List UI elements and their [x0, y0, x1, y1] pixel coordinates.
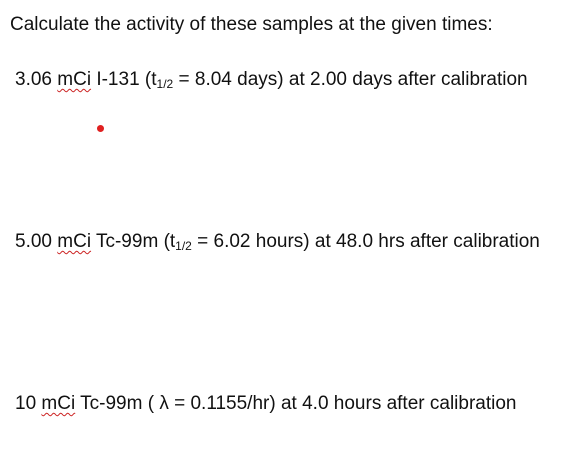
problem-2-half-life-open: (t	[163, 231, 176, 252]
problem-1-half-life	[145, 69, 284, 90]
problem-3-decay-constant: ( λ = 0.1155/hr)	[147, 393, 276, 414]
problem-2-half-life-subscript: 1/2	[175, 239, 192, 253]
problem-1	[15, 69, 528, 91]
problem-2-unit: mCi	[57, 231, 92, 252]
problem-1-time: at 2.00 days after calibration	[288, 69, 528, 90]
problem-1-half-life-subscript: 1/2	[156, 77, 174, 91]
problem-2	[15, 231, 540, 253]
problem-1-amount: 3.06	[15, 69, 52, 90]
problem-2-time: at 48.0 hrs after calibration	[314, 231, 540, 252]
problem-3	[15, 393, 517, 415]
problem-1-isotope: I-131	[96, 69, 140, 90]
problem-1-unit: mCi	[57, 69, 92, 90]
question-heading: Calculate the activity of these samples at the given times:	[10, 14, 493, 35]
problem-2-half-life-value: = 6.02 hours)	[191, 231, 310, 252]
problem-1-half-life-open: (t	[144, 69, 157, 90]
problem-3-unit: mCi	[41, 393, 76, 414]
problem-2-isotope: Tc-99m	[95, 231, 159, 252]
problem-2-half-life	[164, 231, 310, 252]
problem-3-isotope: Tc-99m	[80, 393, 143, 414]
problem-1-half-life-value: = 8.04 days)	[173, 69, 284, 90]
red-dot-marker	[97, 125, 104, 132]
problem-2-amount: 5.00	[15, 231, 52, 252]
problem-3-amount: 10	[15, 393, 37, 414]
problem-3-time: at 4.0 hours after calibration	[280, 393, 517, 414]
